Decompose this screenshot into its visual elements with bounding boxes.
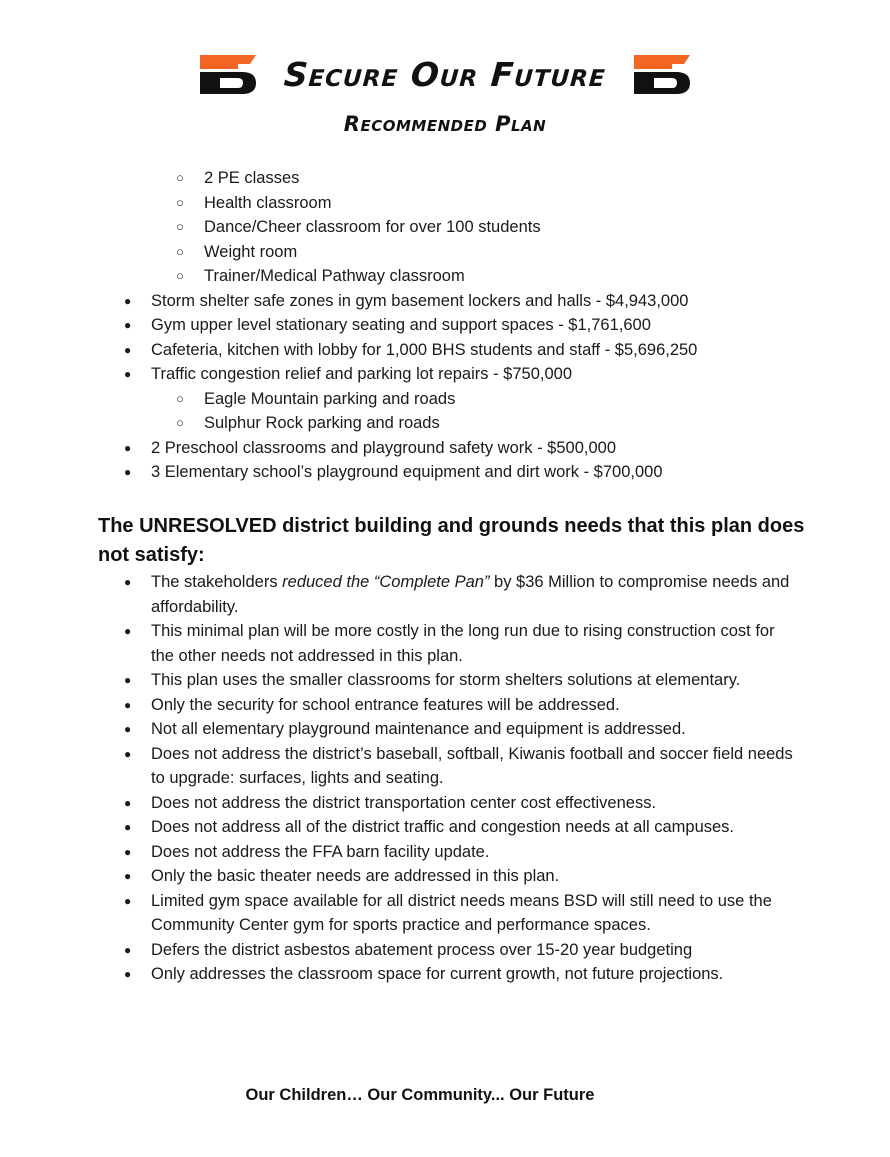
list-item: ● Does not address the district’s baseball, softball, Kiwanis football and soccer field needs to upgrade: surfaces, lights and seating. (0, 742, 890, 791)
sub-list-item: ○ Dance/Cheer classroom for over 100 students (0, 215, 890, 240)
b-logo-right-icon (632, 52, 692, 96)
item-text: The stakeholders (151, 573, 283, 591)
list-item: ● 3 Elementary school’s playground equipment and dirt work - $700,000 (0, 460, 890, 485)
list-item: ● Only addresses the classroom space for current growth, not future projections. (0, 962, 890, 987)
list-item: ● Limited gym space available for all district needs means BSD will still need to use the Community Center gym for sports practice and performance spaces. (0, 889, 890, 938)
sub-list-item: ○ Trainer/Medical Pathway classroom (0, 264, 890, 289)
b-logo-left-icon (198, 52, 258, 96)
sub-list-item: ○ Sulphur Rock parking and roads (0, 411, 890, 436)
plan-list (0, 166, 890, 485)
list-item: ● Gym upper level stationary seating and support spaces - $1,761,600 (0, 313, 890, 338)
list-item: ● Cafeteria, kitchen with lobby for 1,000 BHS students and staff - $5,696,250 (0, 338, 890, 363)
list-item: ● Traffic congestion relief and parking lot repairs - $750,000 (0, 362, 890, 387)
title-row (0, 44, 890, 104)
unresolved-list-section (0, 570, 890, 987)
list-item: ● Does not address the FFA barn facility update. (0, 840, 890, 865)
page-title: Secure Our Future (282, 54, 608, 94)
list-item (0, 570, 890, 619)
page-header (0, 44, 890, 136)
sub-list-item: ○ Weight room (0, 240, 890, 265)
item-text: by $36 Million to compromise needs and affordability. (151, 573, 790, 616)
sub-list-item: ○ Health classroom (0, 191, 890, 216)
page-footer: Our Children… Our Community... Our Future (245, 1086, 595, 1104)
unresolved-heading: The UNRESOLVED district building and grounds needs that this plan does not satisfy: (98, 515, 805, 566)
sub-list-item: ○ Eagle Mountain parking and roads (0, 387, 890, 412)
sub-list-item: ○ 2 PE classes (0, 166, 890, 191)
item-emphasis: reduced the “Complete Pan” (282, 573, 490, 591)
list-item: ● This plan uses the smaller classrooms for storm shelters solutions at elementary. (0, 668, 890, 693)
page-subtitle: Recommended Plan (343, 112, 547, 136)
plan-list-section (0, 166, 890, 485)
list-item: ● 2 Preschool classrooms and playground safety work - $500,000 (0, 436, 890, 461)
list-item: ● Does not address the district transportation center cost effectiveness. (0, 791, 890, 816)
list-item: ● Not all elementary playground maintenance and equipment is addressed. (0, 717, 890, 742)
list-item: ● This minimal plan will be more costly in the long run due to rising construction cost for the other needs not addressed in this plan. (0, 619, 890, 668)
unresolved-list (0, 570, 890, 987)
list-item: ● Only the basic theater needs are addressed in this plan. (0, 864, 890, 889)
list-item: ● Storm shelter safe zones in gym basement lockers and halls - $4,943,000 (0, 289, 890, 314)
list-item: ● Only the security for school entrance features will be addressed. (0, 693, 890, 718)
list-item: ● Does not address all of the district traffic and congestion needs at all campuses. (0, 815, 890, 840)
list-item: ● Defers the district asbestos abatement process over 15-20 year budgeting (0, 938, 890, 963)
